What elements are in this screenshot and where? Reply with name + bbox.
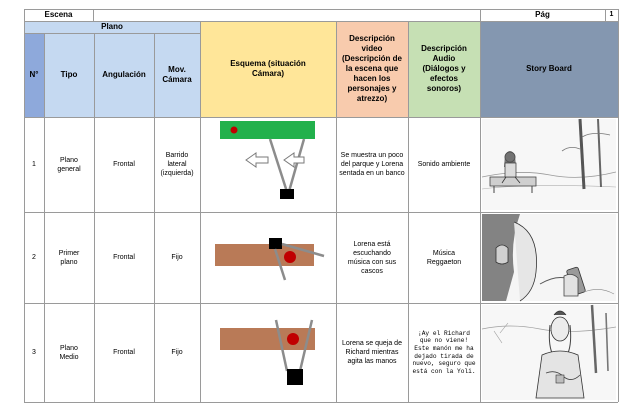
grid-line	[618, 9, 619, 402]
row-1-audio: Sonido ambiente	[417, 161, 471, 168]
grid-line	[24, 21, 618, 22]
girl-on-park-bench-sketch-icon	[480, 117, 618, 212]
numero-header: N°	[29, 70, 39, 79]
girl-with-headphones-sketch-icon	[480, 212, 618, 303]
grid-line	[605, 9, 606, 21]
row-3-story-board	[480, 303, 618, 402]
row-3-numero: 3	[32, 349, 36, 356]
row-1-mov-camara: Barrido lateral (izquierda)	[160, 152, 194, 177]
grid-line	[200, 21, 201, 402]
row-1-esquema	[200, 117, 336, 212]
row-3-angulacion: Frontal	[113, 349, 135, 356]
row-2-video: Lorena está escuchando música con sus cascos	[347, 240, 397, 275]
row-1-story-board	[480, 117, 618, 212]
escena-label: Escena	[44, 10, 73, 19]
audio-header: Descripción Audio (Diálogos y efectos sonoros)	[408, 21, 480, 117]
row-2-esquema	[200, 212, 336, 303]
girl-medium-shot-sketch-icon	[480, 303, 618, 402]
row-2-tipo: Primer plano	[58, 249, 80, 266]
grid-line	[336, 21, 337, 402]
grid-line	[24, 303, 618, 304]
story-board-header: Story Board	[480, 21, 618, 117]
mov-camara-header: Mov. Cámara	[162, 65, 192, 84]
row-3-esquema	[200, 303, 336, 402]
row-3-tipo: Plano Medio	[59, 344, 79, 361]
grid-line	[93, 9, 94, 21]
page-number: 1	[609, 11, 614, 18]
grid-line	[480, 9, 481, 402]
grid-line	[24, 33, 200, 34]
angulacion-header: Angulación	[102, 70, 146, 79]
row-3-mov-camara: Fijo	[171, 349, 183, 356]
grid-line	[44, 33, 45, 402]
row-1-angulacion: Frontal	[113, 161, 135, 168]
grid-line	[154, 33, 155, 402]
grid-line	[24, 9, 618, 10]
table-with-close-camera-icon	[200, 212, 336, 303]
row-2-numero: 2	[32, 254, 36, 261]
bench-with-camera-pan-left-icon	[200, 117, 336, 212]
grid-line	[24, 402, 618, 403]
grid-line	[24, 9, 25, 402]
row-3-audio: ¡Ay el Richard que no viene! Este manón me ha dejado tirada de nuevo, seguro que está con la Yoli.	[412, 329, 476, 375]
row-2-audio: Música Reggaeton	[426, 249, 462, 266]
row-3-video: Lorena se queja de Richard mientras agita las manos	[342, 340, 402, 365]
row-1-numero: 1	[32, 161, 36, 168]
row-2-angulacion: Frontal	[113, 254, 135, 261]
esquema-header: Esquema (situación Cámara)	[200, 21, 336, 117]
grid-line	[24, 212, 618, 213]
row-2-mov-camara: Fijo	[171, 254, 183, 261]
row-2-story-board	[480, 212, 618, 303]
video-header: Descripción video (Descripción de la escena que hacen los personajes y atrezzo)	[336, 21, 408, 117]
tipo-header: Tipo	[60, 70, 78, 79]
row-1-video: Se muestra un poco del parque y Lorena sentada en un banco	[339, 152, 405, 177]
pag-label: Pág	[535, 10, 550, 19]
grid-line	[408, 21, 409, 402]
row-1-tipo: Plano general	[57, 156, 81, 173]
table-with-camera-below-icon	[200, 303, 336, 402]
plano-header: Plano	[101, 22, 123, 31]
grid-line	[94, 33, 95, 402]
grid-line	[24, 117, 618, 118]
